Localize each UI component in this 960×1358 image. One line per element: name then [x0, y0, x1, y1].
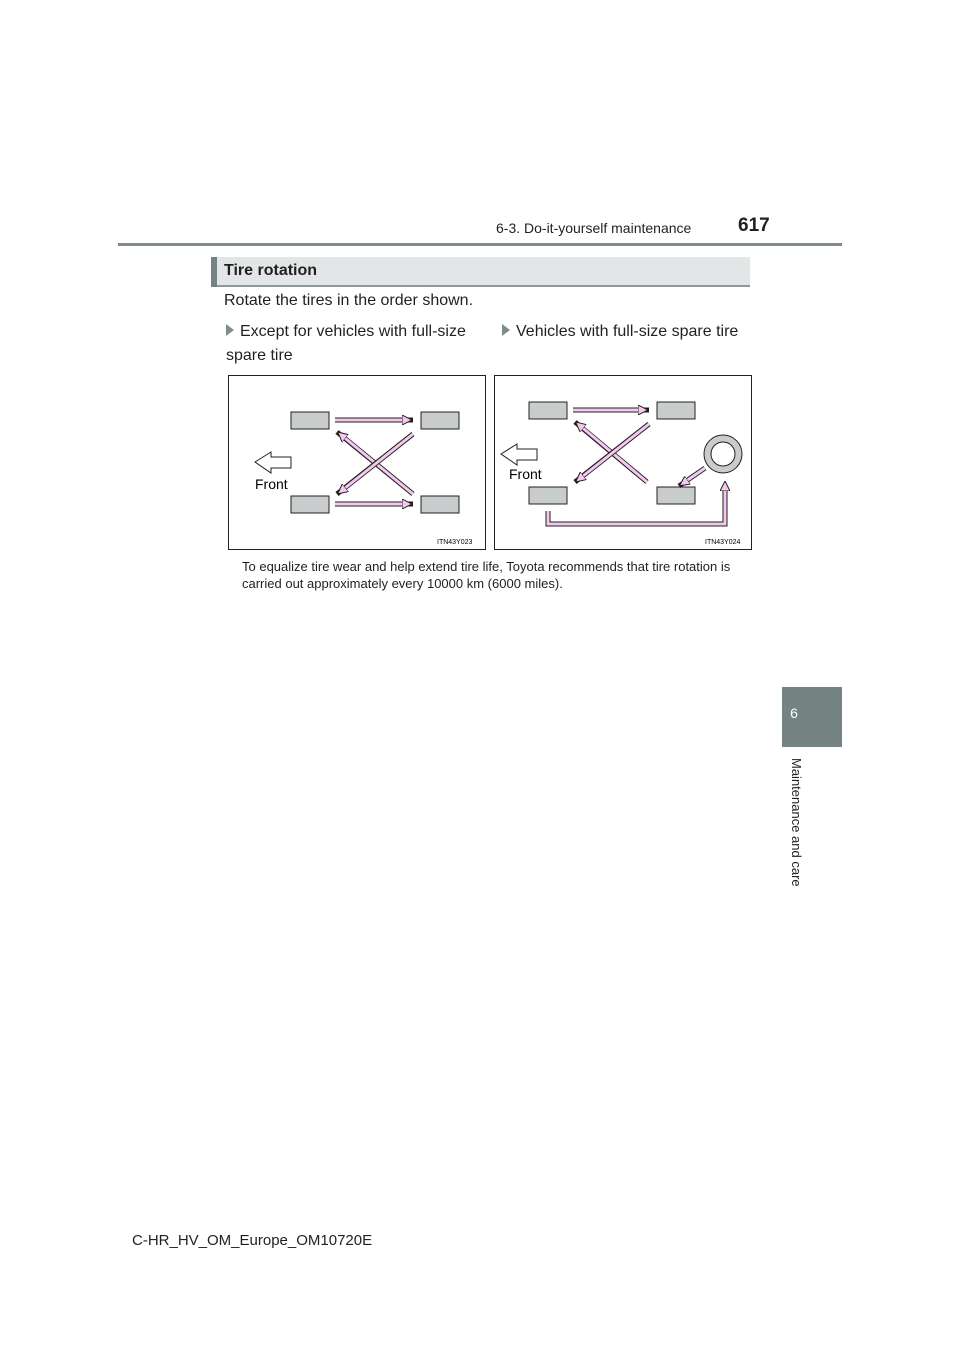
tire-rear-left — [657, 402, 695, 419]
section-title: Tire rotation — [224, 262, 318, 279]
front-arrow-icon — [255, 452, 291, 473]
bullet-label: Vehicles with full-size spare tire — [516, 323, 739, 340]
bullet-item-no-spare — [226, 320, 484, 368]
spare-tire-hub — [711, 442, 735, 466]
front-arrow-icon — [501, 444, 537, 465]
figure-code: ITN43Y023 — [437, 539, 473, 546]
diagram-canvas — [495, 376, 751, 549]
front-label: Front — [509, 466, 542, 482]
document-id: C-HR_HV_OM_Europe_OM10720E — [132, 1232, 373, 1249]
tire-rear-left — [421, 412, 459, 429]
rotation-arrow — [682, 468, 705, 484]
section-heading-accent — [211, 257, 217, 287]
front-label: Front — [255, 476, 288, 492]
tire-front-right — [291, 496, 329, 513]
tire-rear-right — [421, 496, 459, 513]
page-number: 617 — [738, 215, 770, 236]
tire-front-left — [291, 412, 329, 429]
figure-code: ITN43Y024 — [705, 539, 741, 546]
triangle-bullet-icon — [226, 324, 234, 336]
triangle-bullet-icon — [502, 324, 510, 336]
diagram-canvas — [229, 376, 485, 549]
chapter-number: 6 — [790, 705, 798, 721]
tire-rotation-diagram-full-spare — [494, 375, 752, 550]
maintenance-note: To equalize tire wear and help extend tire life, Toyota recommends that tire rotation is carried out approximately every 10000 km (6000 miles). — [242, 559, 731, 591]
tire-front-left — [529, 402, 567, 419]
bullet-label: Except for vehicles with full-size spare tire — [226, 323, 466, 364]
header-section-title: 6-3. Do-it-yourself maintenance — [496, 220, 692, 236]
intro-text: Rotate the tires in the order shown. — [224, 292, 474, 309]
tire-rear-right — [657, 487, 695, 504]
header-divider — [118, 243, 842, 246]
tire-front-right — [529, 487, 567, 504]
bullet-item-full-spare — [502, 320, 748, 344]
rotation-arrow — [548, 484, 725, 524]
tire-rotation-diagram-no-spare — [228, 375, 486, 550]
chapter-title: Maintenance and care — [789, 758, 804, 887]
